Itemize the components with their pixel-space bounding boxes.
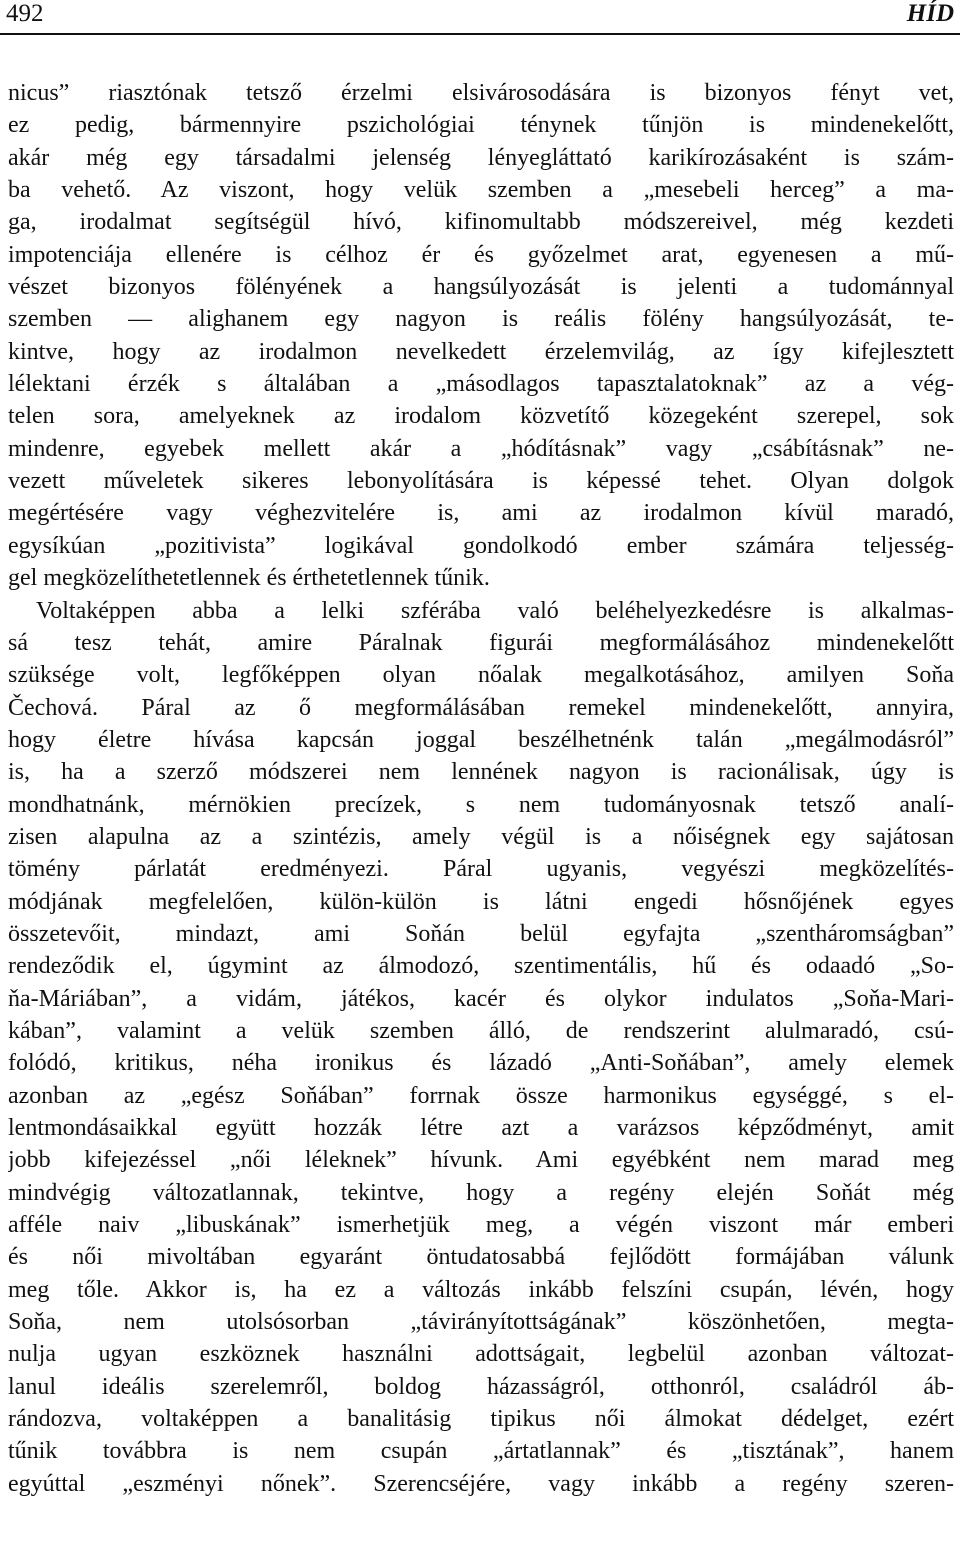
text-line: módjának megfelelően, külön-külön is látni engedi hősnőjének egyes <box>8 888 954 915</box>
text-line: meg tőle. Akkor is, ha ez a változás inkább felszíni csupán, lévén, hogy <box>8 1276 954 1303</box>
text-line: kában”, valamint a velük szemben álló, de rendszerint alulmaradó, csú- <box>8 1017 954 1044</box>
text-line: akár még egy társadalmi jelenség lényegláttató karikírozásaként is szám- <box>8 144 954 171</box>
text-line: szemben — alighanem egy nagyon is reális fölény hangsúlyozását, te- <box>8 306 954 333</box>
body-text <box>8 77 954 1500</box>
text-line: lélektani érzék s általában a „másodlagos tapasztalatoknak” az a vég- <box>8 371 954 398</box>
text-line: rándozva, voltaképpen a banalitásig tipikus női álmokat dédelget, ezért <box>8 1406 954 1433</box>
text-line: tűnik továbbra is nem csupán „ártatlannak” és „tisztának”, hanem <box>8 1438 954 1465</box>
text-line: vészet bizonyos fölényének a hangsúlyozását is jelenti a tudománnyal <box>8 274 954 301</box>
text-line: lentmondásaikkal együtt hozzák létre azt a varázsos képződményt, amit <box>8 1115 954 1141</box>
text-line: ňa-Máriában”, a vidám, játékos, kacér és olykor indulatos „Soňa-Mari- <box>8 985 954 1012</box>
text-line: azonban az „egész Soňában” forrnak össze harmonikus egységgé, s el- <box>8 1082 954 1109</box>
text-line: telen sora, amelyeknek az irodalom közvetítő közegeként szerepel, sok <box>8 403 954 430</box>
text-line: ga, irodalmat segítségül hívó, kifinomultabb módszereivel, még kezdeti <box>8 209 954 236</box>
text-line: vezett műveletek sikeres lebonyolítására is képessé tehet. Olyan dolgok <box>8 468 954 495</box>
text-line: jobb kifejezéssel „női léleknek” hívunk. Ami egyébként nem marad meg <box>8 1147 954 1174</box>
text-line: rendeződik el, úgymint az álmodozó, szentimentális, hű és odaadó „So- <box>8 953 954 980</box>
text-line: impotenciája ellenére is célhoz ér és győzelmet arat, egyenesen a mű- <box>8 241 954 268</box>
text-line: sá tesz tehát, amire Páralnak figurái megformálásához mindenekelőtt <box>8 629 954 656</box>
text-line: tömény párlatát eredményezi. Páral ugyanis, vegyészi megközelítés- <box>8 856 954 883</box>
text-line: ba vehető. Az viszont, hogy velük szemben a „mesebeli herceg” a ma- <box>8 177 954 204</box>
text-line: ez pedig, bármennyire pszichológiai ténynek tűnjön is mindenekelőtt, <box>8 112 954 139</box>
text-line: hogy életre hívása kapcsán joggal beszélhetnénk talán „megálmodásról” <box>8 726 954 753</box>
text-line: nicus” riasztónak tetsző érzelmi elsivárosodására is bizonyos fényt vet, <box>8 80 954 106</box>
text-line: Soňa, nem utolsósorban „távirányítottságának” köszönhetően, megta- <box>8 1309 954 1336</box>
text-line: kintve, hogy az irodalmon nevelkedett érzelemvilág, az így kifejlesztett <box>8 338 954 365</box>
text-line: zisen alapulna az a szintézis, amely végül is a nőiségnek egy sajátosan <box>8 823 954 850</box>
text-line: megértésére vagy véghezvitelére is, ami az irodalmon kívül maradó, <box>8 500 954 527</box>
text-line: mindvégig változatlannak, tekintve, hogy a regény elején Soňát még <box>8 1179 954 1206</box>
text-line: és női mivoltában egyaránt öntudatosabbá fejlődött formájában válunk <box>8 1244 954 1271</box>
text-line: Čechová. Páral az ő megformálásában remekel mindenekelőtt, annyira, <box>8 694 954 721</box>
text-line: is, ha a szerző módszerei nem lennének nagyon is racionálisak, úgy is <box>8 759 954 786</box>
text-line: nulja ugyan eszköznek használni adottságait, legbelül azonban változat- <box>8 1341 954 1368</box>
page-number: 492 <box>6 0 44 27</box>
text-line: folódó, kritikus, néha ironikus és lázadó „Anti-Soňában”, amely elemek <box>8 1050 954 1077</box>
text-line: szüksége volt, legfőképpen olyan nőalak megalkotásához, amilyen Soňa <box>8 662 954 689</box>
text-line: mindenre, egyebek mellett akár a „hódításnak” vagy „csábításnak” ne- <box>8 435 954 462</box>
paragraph-end-line: gel megközelíthetetlennek és érthetetlennek tűnik. <box>8 565 490 592</box>
text-line: afféle naiv „libuskának” ismerhetjük meg, a végén viszont már emberi <box>8 1212 954 1239</box>
text-line: lanul ideális szerelemről, boldog házasságról, otthonról, családról áb- <box>8 1373 954 1400</box>
journal-title: HÍD <box>906 0 954 27</box>
text-line: egysíkúan „pozitivista” logikával gondolkodó ember számára teljesség- <box>8 532 954 559</box>
paragraph-start-line: Voltaképpen abba a lelki szférába való beléhelyezkedésre is alkalmas- <box>36 597 954 624</box>
page-header <box>0 0 960 36</box>
text-line: egyúttal „eszményi nőnek”. Szerencséjére, vagy inkább a regény szeren- <box>8 1470 954 1497</box>
text-line: összetevőit, mindazt, ami Soňán belül egyfajta „szentháromságban” <box>8 920 954 947</box>
header-rule <box>0 33 960 35</box>
text-line: mondhatnánk, mérnökien precízek, s nem tudományosnak tetsző analí- <box>8 791 954 818</box>
